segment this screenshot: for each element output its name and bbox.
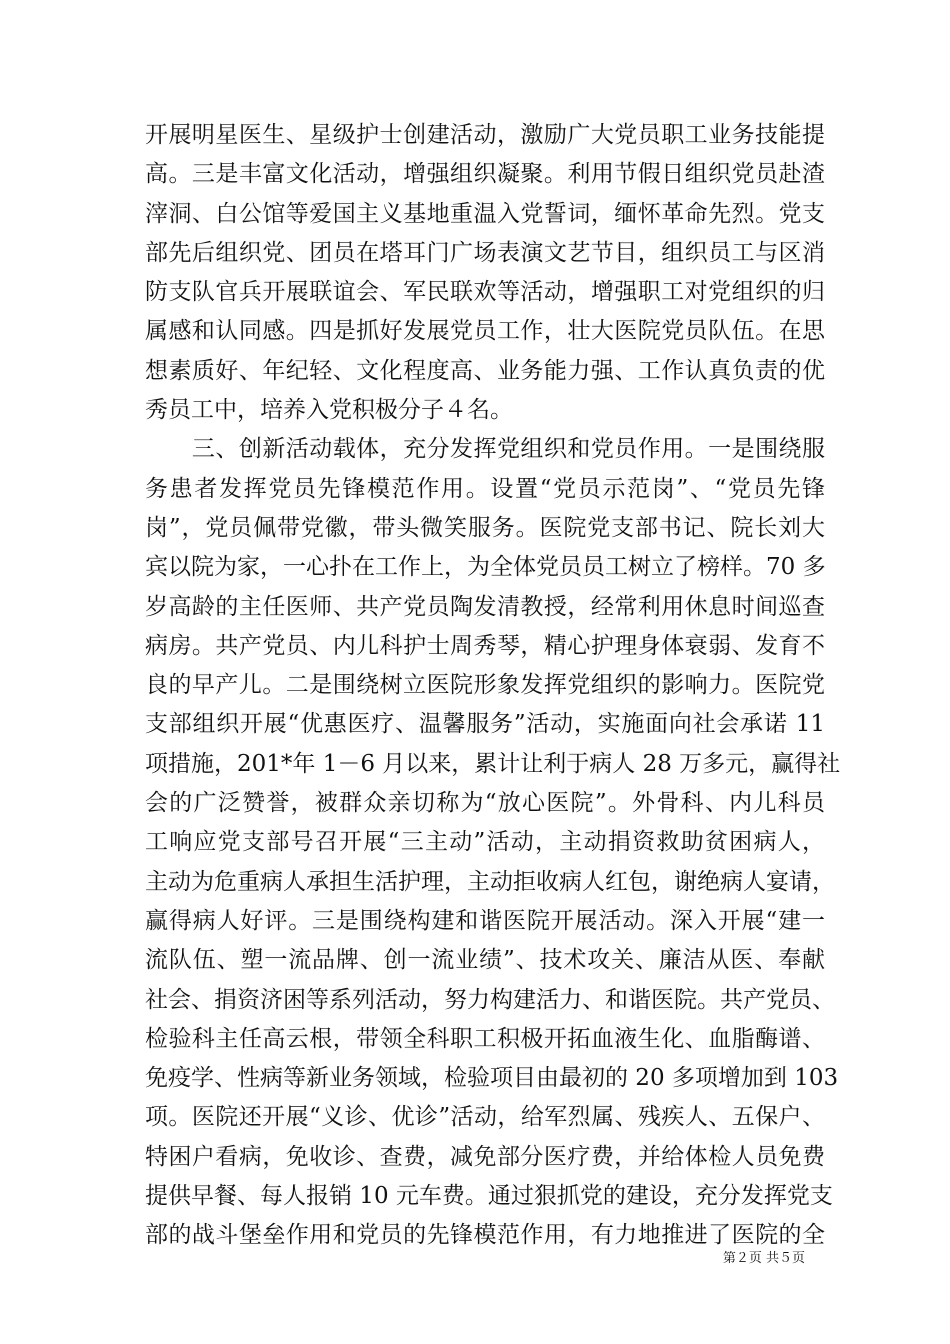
text-line: 宾以院为家，一心扑在工作上，为全体党员员工树立了榜样。70 多 [145,554,826,581]
text-line: 防支队官兵开展联谊会、军民联欢等活动，增强职工对党组织的归 [145,279,825,306]
text-line: 支部组织开展“优惠医疗、温馨服务”活动，实施面向社会承诺 11 [145,711,825,738]
text-line: 项措施，201*年 1－6 月以来，累计让利于病人 28 万多元，赢得社 [145,750,841,777]
text-line: 秀员工中，培养入党积极分子４名。 [145,397,513,424]
text-line: 开展明星医生、星级护士创建活动，激励广大党员职工业务技能提 [145,122,825,148]
text-line: 流队伍、塑一流品牌、创一流业绩”、技术攻关、廉洁从医、奉献 [145,947,825,974]
text-line: 想素质好、年纪轻、文化程度高、业务能力强、工作认真负责的优 [145,357,825,384]
text-line: 滓洞、白公馆等爱国主义基地重温入党誓词，缅怀革命先烈。党支 [145,200,825,227]
text-line: 高。三是丰富文化活动，增强组织凝聚。利用节假日组织党员赴渣 [145,161,825,188]
text-line: 提供早餐、每人报销 10 元车费。通过狠抓党的建设，充分发挥党支 [145,1183,833,1210]
text-line: 属感和认同感。四是抓好发展党员工作，壮大医院党员队伍。在思 [145,318,825,345]
text-line: 工响应党支部号召开展“三主动”活动，主动捐资救助贫困病人， [145,829,825,856]
text-line: 良的早产儿。二是围绕树立医院形象发挥党组织的影响力。医院党 [145,672,825,699]
text-line: 免疫学、性病等新业务领域，检验项目由最初的 20 多项增加到 103 [145,1065,839,1092]
text-line: 务患者发挥党员先锋模范作用。设置“党员示范岗”、“党员先锋 [145,475,825,502]
body-text [145,116,841,1256]
text-line: 岁高龄的主任医师、共产党员陶发清教授，经常利用休息时间巡查 [145,593,825,620]
text-line: 项。医院还开展“义诊、优诊”活动，给军烈属、残疾人、五保户、 [145,1104,825,1131]
text-line: 病房。共产党员、内儿科护士周秀琴，精心护理身体衰弱、发育不 [145,632,825,659]
text-line: 社会、捐资济困等系列活动，努力构建活力、和谐医院。共产党员、 [145,986,835,1013]
text-line: 部先后组织党、团员在塔耳门广场表演文艺节目，组织员工与区消 [145,239,825,266]
text-line: 主动为危重病人承担生活护理，主动拒收病人红包，谢绝病人宴请， [145,868,835,895]
text-line: 部的战斗堡垒作用和党员的先锋模范作用，有力地推进了医院的全 [145,1222,825,1249]
text-line: 检验科主任高云根，带领全科职工积极开拓血液生化、血脂酶谱、 [145,1025,825,1052]
text-line: 赢得病人好评。三是围绕构建和谐医院开展活动。深入开展“建一 [145,907,825,934]
text-line: 会的广泛赞誉，被群众亲切称为“放心医院”。外骨科、内儿科员 [145,790,825,817]
text-line: 三、创新活动载体，充分发挥党组织和党员作用。一是围绕服 [145,436,825,463]
text-line: 岗”，党员佩带党徽，带头微笑服务。医院党支部书记、院长刘大 [145,514,825,541]
page-number-footer: 第２页 共５页 [722,1251,805,1266]
text-line: 特困户看病，免收诊、查费，减免部分医疗费，并给体检人员免费 [145,1143,825,1170]
